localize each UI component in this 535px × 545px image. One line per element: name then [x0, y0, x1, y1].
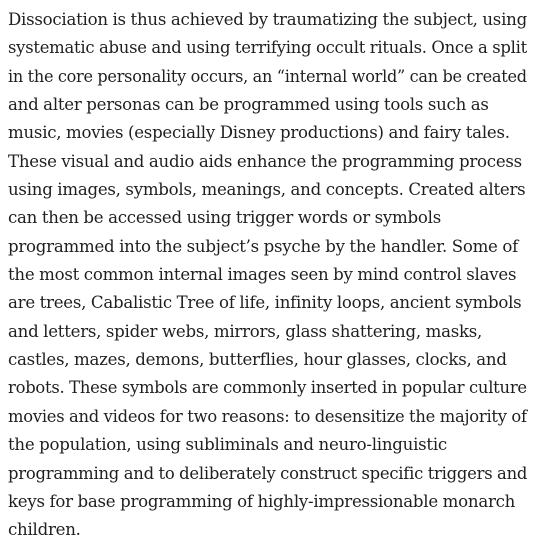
text-line: programmed into the subject’s psyche by the handler. Some of	[8, 236, 518, 256]
text-line: in the core personality occurs, an “internal world” can be created	[8, 66, 527, 86]
text-line: are trees, Cabalistic Tree of life, infinity loops, ancient symbols	[8, 293, 522, 313]
text-line: music, movies (especially Disney productions) and fairy tales.	[8, 123, 510, 143]
text-line: programming and to deliberately construct specific triggers and	[8, 463, 528, 483]
text-line: These visual and audio aids enhance the programming process	[8, 151, 522, 171]
text-line: the population, using subliminals and neuro-linguistic	[8, 435, 447, 455]
article-paragraph	[8, 6, 527, 545]
text-line: can then be accessed using trigger words or symbols	[8, 208, 441, 228]
text-line: Dissociation is thus achieved by traumatizing the subject, using	[8, 10, 527, 29]
text-line: keys for base programming of highly-impressionable monarch	[8, 491, 516, 511]
text-line: movies and videos for two reasons: to desensitize the majority of	[8, 406, 527, 426]
text-line: systematic abuse and using terrifying occult rituals. Once a split	[8, 38, 527, 58]
text-line: castles, mazes, demons, butterflies, hour glasses, clocks, and	[8, 350, 507, 370]
text-line: the most common internal images seen by mind control slaves	[8, 265, 517, 285]
text-line: using images, symbols, meanings, and concepts. Created alters	[8, 180, 526, 200]
text-line: children.	[8, 520, 81, 540]
text-line: and alter personas can be programmed using tools such as	[8, 95, 489, 115]
text-line: and letters, spider webs, mirrors, glass shattering, masks,	[8, 321, 483, 341]
text-line: robots. These symbols are commonly inserted in popular culture	[8, 378, 527, 398]
